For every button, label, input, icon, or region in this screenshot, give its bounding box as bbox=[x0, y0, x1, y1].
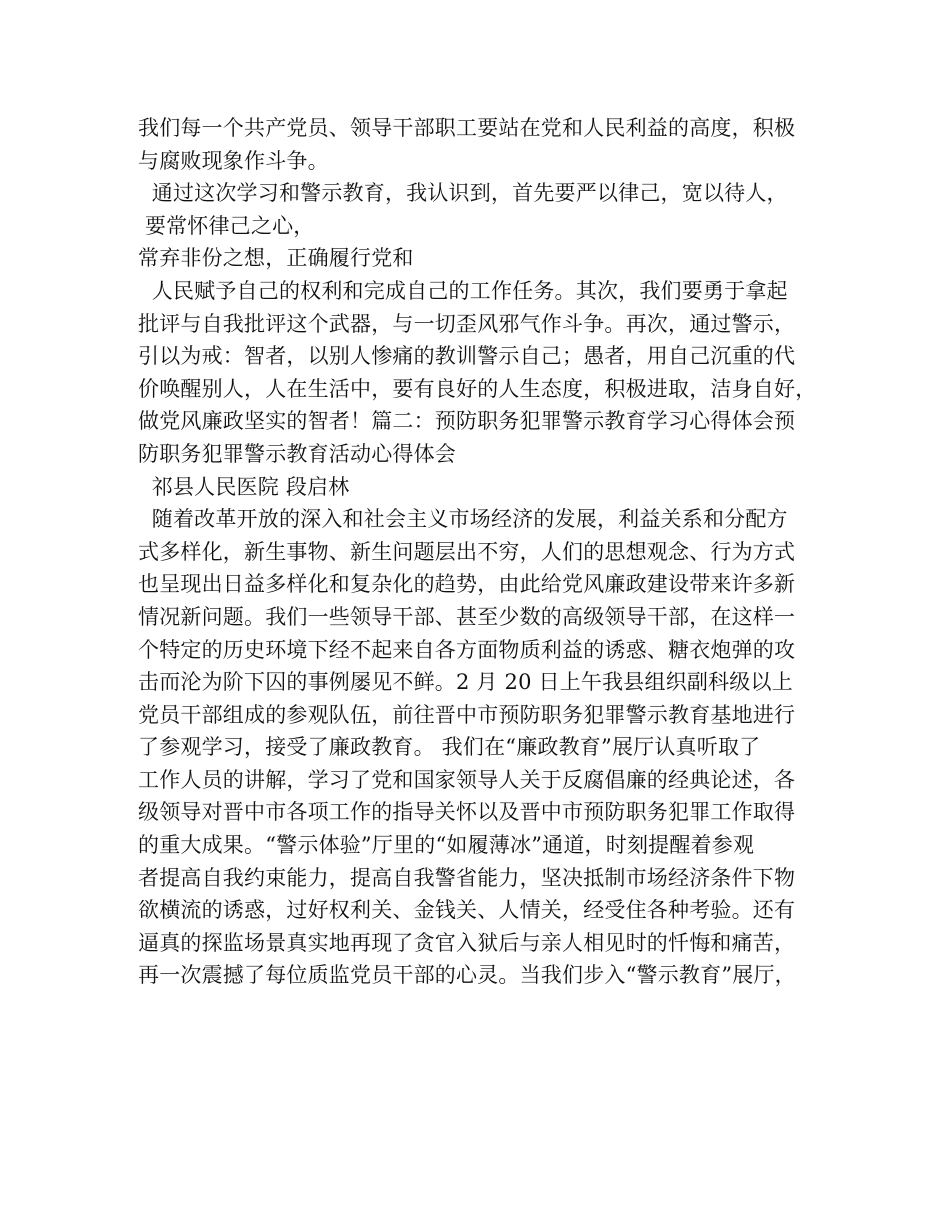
text-line: 防职务犯罪警示教育活动心得体会 bbox=[138, 441, 456, 466]
text-line: 常弃非份之想，正确履行党和 bbox=[138, 246, 414, 271]
text-line: 再一次震撼了每位质监党员干部的心灵。当我们步入“警示教育”展厅， bbox=[138, 963, 796, 988]
text-line: 逼真的探监场景真实地再现了贪官入狱后与亲人相见时的忏悔和痛苦， bbox=[138, 930, 796, 955]
text-line: 级领导对晋中市各项工作的指导关怀以及晋中市预防职务犯罪工作取得 bbox=[138, 800, 796, 825]
document-body bbox=[138, 112, 828, 992]
text-line: 工作人员的讲解，学习了党和国家领导人关于反腐倡廉的经典论述，各 bbox=[138, 767, 796, 792]
text-line: 也呈现出日益多样化和复杂化的趋势，由此给党风廉政建设带来许多新 bbox=[138, 572, 796, 597]
text-line: 通过这次学习和警示教育，我认识到，首先要严以律己，宽以待人， bbox=[138, 181, 788, 206]
text-line: 者提高自我约束能力，提高自我警省能力，坚决抵制市场经济条件下物 bbox=[138, 865, 796, 890]
text-line: 与腐败现象作斗争。 bbox=[138, 148, 329, 173]
text-line: 的重大成果。“警示体验”厅里的“如履薄冰”通道，时刻提醒着参观 bbox=[138, 833, 755, 858]
text-line: 击而沦为阶下囚的事例屡见不鲜。2 月 20 日上午我县组织副科级以上 bbox=[138, 670, 793, 695]
text-line: 情况新问题。我们一些领导干部、甚至少数的高级领导干部，在这样一 bbox=[138, 604, 796, 629]
text-line: 我们每一个共产党员、领导干部职工要站在党和人民利益的高度，积极 bbox=[138, 116, 796, 140]
text-line: 欲横流的诱惑，过好权利关、金钱关、人情关，经受住各种考验。还有 bbox=[138, 898, 796, 923]
text-line: 随着改革开放的深入和社会主义市场经济的发展，利益关系和分配方 bbox=[138, 507, 788, 532]
text-line: 价唤醒别人，人在生活中，要有良好的人生态度，积极进取，洁身自好， bbox=[138, 376, 817, 401]
text-line: 做党风廉政坚实的智者！篇二：预防职务犯罪警示教育学习心得体会预 bbox=[138, 409, 796, 434]
text-line: 党员干部组成的参观队伍，前往晋中市预防职务犯罪警示教育基地进行 bbox=[138, 702, 796, 727]
text-line: 个特定的历史环境下经不起来自各方面物质利益的诱惑、糖衣炮弹的攻 bbox=[138, 637, 796, 662]
text-line: 批评与自我批评这个武器，与一切歪风邪气作斗争。再次，通过警示， bbox=[138, 311, 796, 336]
text-line: 式多样化，新生事物、新生问题层出不穷，人们的思想观念、行为方式 bbox=[138, 539, 796, 564]
text-line: 了参观学习，接受了廉政教育。 我们在“廉政教育”展厅认真听取了 bbox=[138, 735, 761, 760]
text-line: 要常怀律己之心， bbox=[138, 213, 315, 238]
author-line: 祁县人民医院 段启林 bbox=[138, 474, 350, 499]
text-line: 人民赋予自己的权利和完成自己的工作任务。其次，我们要勇于拿起 bbox=[138, 278, 788, 303]
text-line: 引以为戒：智者，以别人惨痛的教训警示自己；愚者，用自己沉重的代 bbox=[138, 344, 796, 369]
